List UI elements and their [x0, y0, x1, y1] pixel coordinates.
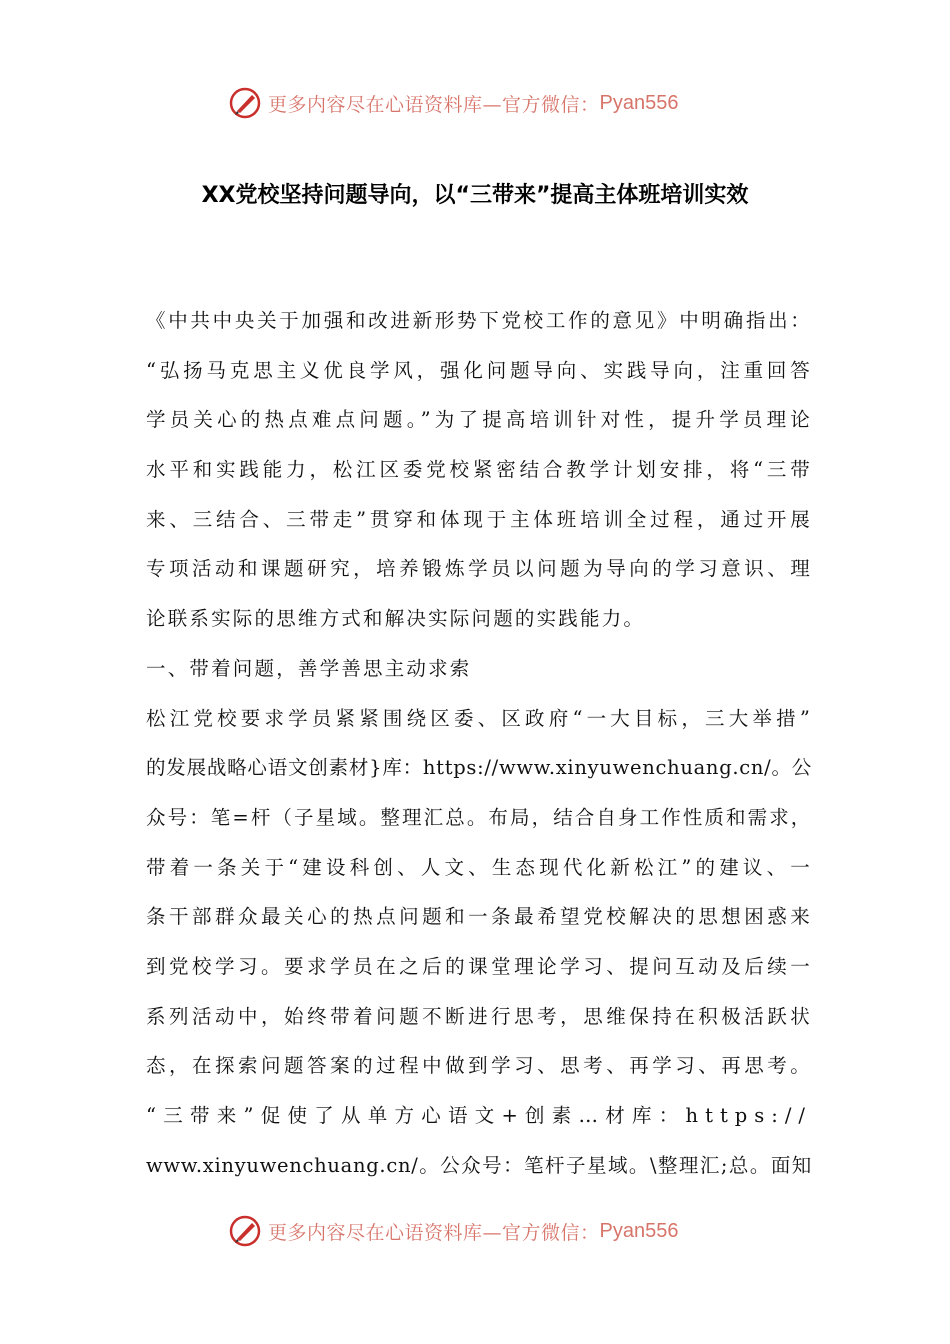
body-line: 专项活动和课题研究，培养锻炼学员以问题为导向的学习意识、理 [146, 557, 812, 581]
section-heading: 一、带着问题，善学善思主动求索 [146, 656, 472, 680]
document-body [146, 296, 812, 1190]
body-line: 众号：笔=杆（子星域。整理汇总。布局，结合自身工作性质和需求， [146, 805, 812, 829]
body-line: “弘扬马克思主义优良学风，强化问题导向、实践导向，注重回答 [146, 358, 812, 382]
body-line: 《中共中央关于加强和改进新形势下党校工作的意见》中明确指出： [146, 309, 812, 332]
body-line: 松江党校要求学员紧紧围绕区委、区政府“一大目标，三大举措” [146, 706, 812, 730]
body-line: 学员关心的热点难点问题。”为了提高培训针对性，提升学员理论 [146, 408, 812, 432]
pen-logo-icon [228, 1214, 262, 1248]
watermark-footer [228, 1211, 678, 1251]
body-line: 态，在探索问题答案的过程中做到学习、思考、再学习、再思考。 [146, 1054, 812, 1078]
body-line: 来、三结合、三带走”贯穿和体现于主体班培训全过程，通过开展 [146, 507, 812, 531]
body-line: 条干部群众最关心的热点问题和一条最希望党校解决的思想困惑来 [146, 905, 812, 929]
body-line: “三带来”促使了从单方心语文+创素…材库：https:// [146, 1104, 812, 1127]
body-line: 的发展战略心语文创素材}库：https://www.xinyuwenchuang.cn/。公 [146, 756, 812, 780]
watermark-wechat-id: Pyan556 [599, 1219, 679, 1242]
document-title: XX党校坚持问题导向，以“三带来”提高主体班培训实效 [201, 183, 749, 208]
body-line: 水平和实践能力，松江区委党校紧密结合教学计划安排，将“三带 [146, 458, 812, 482]
body-line: www.xinyuwenchuang.cn/。公众号：笔杆子星域。\整理汇;总。面知 [146, 1153, 812, 1177]
body-line: 系列活动中，始终带着问题不断进行思考，思维保持在积极活跃状 [146, 1004, 812, 1028]
watermark-text: 更多内容尽在心语资料库—官方微信： [268, 93, 600, 116]
body-line: 到党校学习。要求学员在之后的课堂理论学习、提问互动及后续一 [146, 954, 812, 978]
watermark-header [228, 83, 678, 123]
body-line: 论联系实际的思维方式和解决实际问题的实践能力。 [146, 607, 646, 631]
body-line: 带着一条关于“建设科创、人文、生态现代化新松江”的建议、一 [146, 855, 812, 879]
watermark-wechat-id: Pyan556 [599, 91, 679, 114]
watermark-text: 更多内容尽在心语资料库—官方微信： [268, 1221, 600, 1244]
pen-logo-icon [228, 86, 262, 120]
